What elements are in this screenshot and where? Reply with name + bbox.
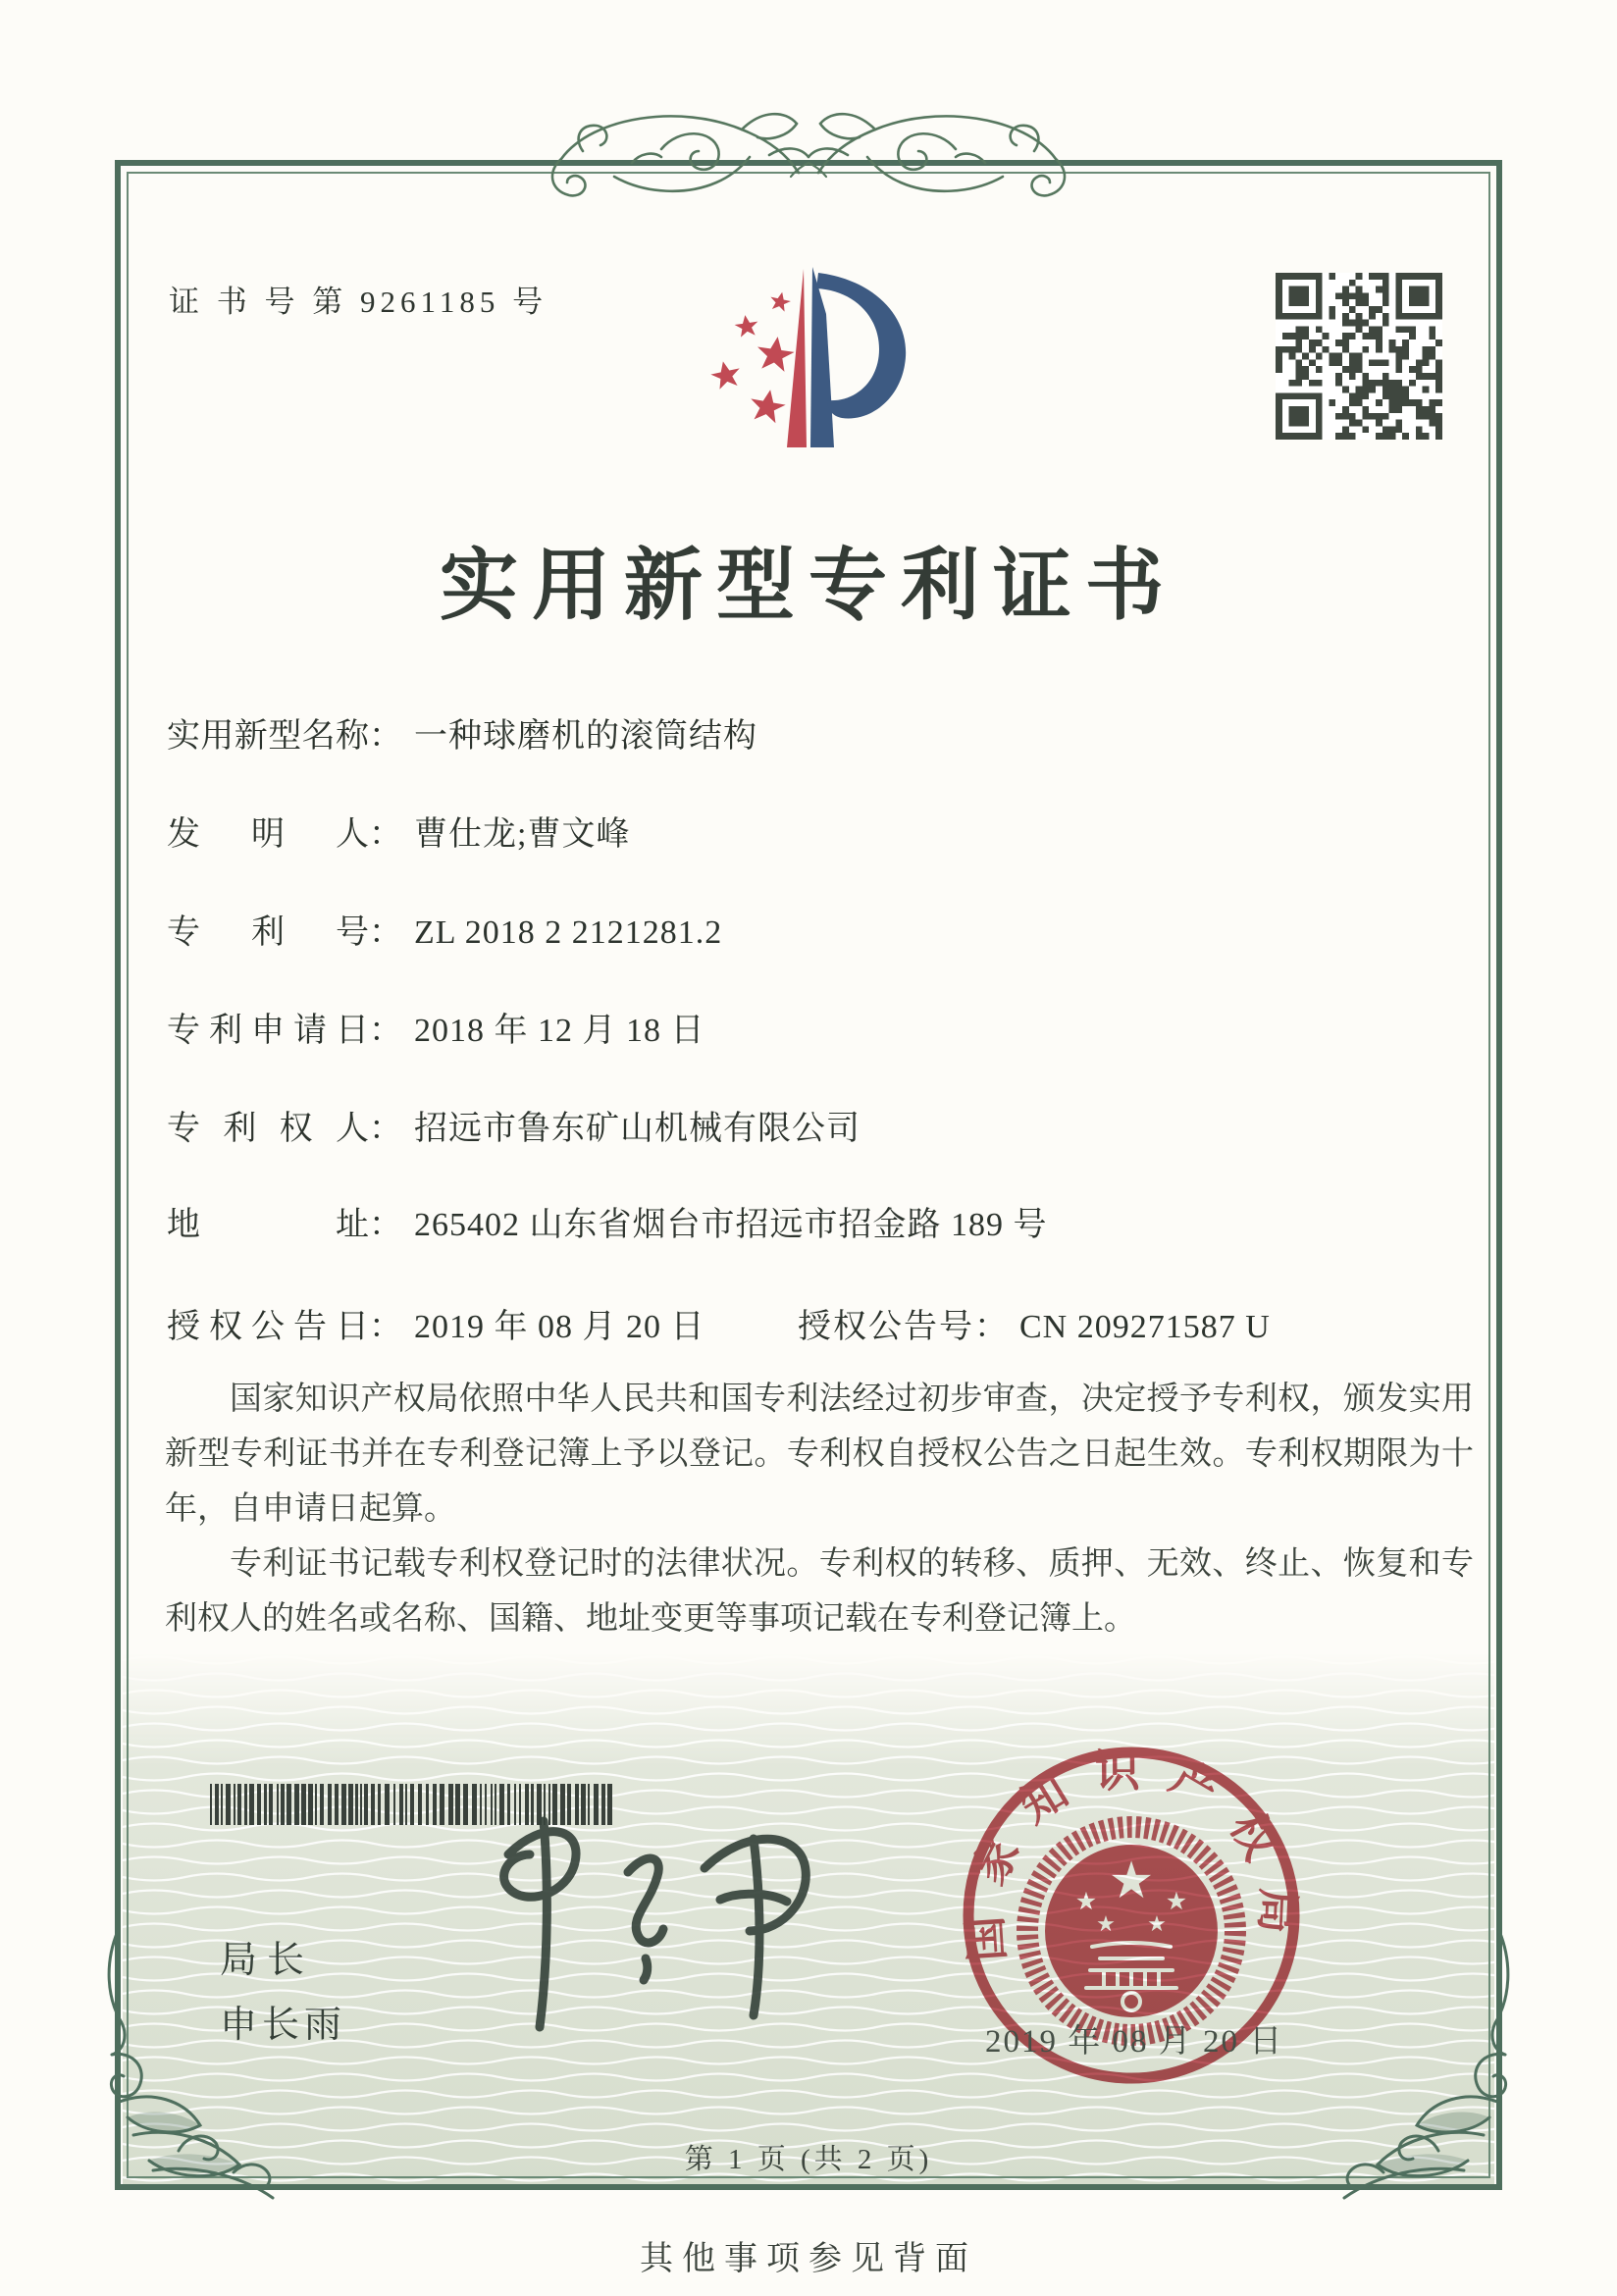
field-label: 专利权人 xyxy=(167,1111,369,1147)
field-label: 实用新型名称 xyxy=(167,718,369,755)
field-colon: ： xyxy=(369,1013,402,1049)
field-inventor xyxy=(167,807,1472,855)
qr-code xyxy=(1276,273,1442,440)
field-value: 2019 年 08 月 20 日 xyxy=(414,1309,705,1345)
svg-text:★: ★ xyxy=(1108,1852,1155,1910)
svg-text:★: ★ xyxy=(1165,1887,1188,1915)
field-filing-date xyxy=(167,1003,1472,1051)
field-label: 地址 xyxy=(167,1207,369,1243)
svg-text:★: ★ xyxy=(1096,1912,1116,1937)
field-value: 招远市鲁东矿山机械有限公司 xyxy=(414,1111,861,1147)
field-utility-model-name xyxy=(167,708,1472,757)
field-colon: ： xyxy=(369,1309,402,1345)
field-label: 授权公告号 xyxy=(798,1309,974,1345)
field-address xyxy=(167,1197,1472,1245)
legal-paragraph-2: 专利证书记载专利权登记时的法律状况。专利权的转移、质押、无效、终止、恢复和专利权人的姓名或名称、国籍、地址变更等事项记载在专利登记簿上。 xyxy=(165,1546,1474,1637)
legal-text-block xyxy=(165,1372,1474,1646)
field-colon: ： xyxy=(974,1309,1008,1345)
field-colon: ： xyxy=(369,718,402,755)
seal-date: 2019 年 08 月 20 日 xyxy=(985,2024,1284,2060)
certificate-number: 证 书 号 第 9261185 号 xyxy=(169,285,548,319)
field-label: 发明人 xyxy=(167,816,369,853)
svg-text:★: ★ xyxy=(1147,1912,1167,1937)
back-note: 其他事项参见背面 xyxy=(640,2241,977,2277)
cnipa-patent-logo xyxy=(685,255,932,461)
legal-paragraph-1: 国家知识产权局依照中华人民共和国专利法经过初步审查，决定授予专利权，颁发实用新型专利证书并在专利登记簿上予以登记。专利权自授权公告之日起生效。专利权期限为十年，自申请日起算。 xyxy=(165,1382,1474,1527)
field-value: 曹仕龙;曹文峰 xyxy=(414,816,631,853)
field-colon: ： xyxy=(369,1111,402,1147)
field-colon: ： xyxy=(369,914,402,951)
field-value: CN 209271587 U xyxy=(1019,1309,1271,1345)
field-colon: ： xyxy=(369,1207,402,1243)
field-label: 授权公告日 xyxy=(167,1309,369,1345)
field-value: 265402 山东省烟台市招远市招金路 189 号 xyxy=(414,1207,1048,1243)
signer-name: 申长雨 xyxy=(220,2005,347,2046)
field-grant-number xyxy=(798,1299,1271,1347)
dragon-flourish-ornament xyxy=(524,94,1093,216)
field-value: 2018 年 12 月 18 日 xyxy=(414,1013,705,1049)
field-colon: ： xyxy=(369,816,402,853)
field-label: 专利号 xyxy=(167,914,369,951)
signer-role: 局长 xyxy=(220,1940,315,1981)
field-value: ZL 2018 2 2121281.2 xyxy=(414,914,723,951)
field-value: 一种球磨机的滚筒结构 xyxy=(414,718,757,755)
page-indicator: 第 1 页 (共 2 页) xyxy=(684,2144,933,2175)
field-patent-number xyxy=(167,905,1472,953)
field-grant-date xyxy=(167,1299,1472,1347)
certificate-title: 实用新型专利证书 xyxy=(440,544,1177,630)
seal-arc-text: 国家知识产权局 xyxy=(959,1746,1304,1963)
field-patentee xyxy=(167,1101,1472,1149)
svg-text:★: ★ xyxy=(1074,1887,1098,1915)
commissioner-signature xyxy=(453,1811,846,2043)
field-label: 专利申请日 xyxy=(167,1013,369,1049)
